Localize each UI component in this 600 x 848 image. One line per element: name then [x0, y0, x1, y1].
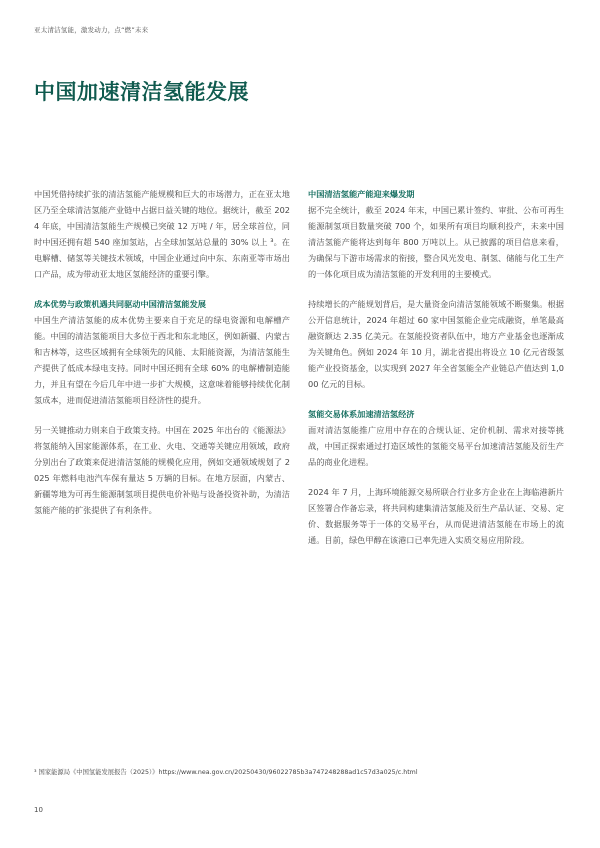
trading-paragraph: 面对清洁氢能推广应用中存在的合规认证、定价机制、需求对接等挑战，中国正探索通过打造区域性的氢能交易平台加速清洁氢能及衍生产品的商业化进程。	[308, 425, 564, 467]
shanghai-exchange-paragraph: 2024 年 7 月，上海环境能源交易所联合行业多方企业在上海临港新片区签署合作备忘录，将共同构建集清洁氢能及衍生产品认证、交易、定价、数据服务等于一体的交易平台，从而促进清洁氢能在市场上的流通。目前，绿色甲醇在该港口已率先进入实质交易应用阶段。	[308, 487, 564, 545]
section-heading-capacity: 中国清洁氢能产能迎来爆发期	[308, 189, 415, 199]
running-header: 亚太清洁氢能，激发动力，点“燃”未来	[34, 26, 149, 34]
cost-advantage-paragraph: 中国生产清洁氢能的成本优势主要来自于充足的绿电资源和电解槽产能。中国的清洁氢能项目大多位于西北和东北地区，例如新疆、内蒙古和吉林等，这些区域拥有全球领先的风能、太阳能资源，为清洁氢能生产提供了低成本绿电支持。同时中国还拥有全球 60% 的电解槽制造能力，并且有望在今后几年中进一步扩大规模，这意味着能够持续优化制氢成本，进而促进清洁氢能项目经济性的提升。	[34, 315, 290, 405]
investment-paragraph: 持续增长的产能规划背后，是大量资金向清洁氢能领域不断聚集。根据公开信息统计，2024 年超过 60 家中国氢能企业完成融资，单笔最高融资额达 2.35 亿美元。在氢能投资者队伍中，地方产业基金也逐渐成为关键角色。例如 2024 年 10 月，湖北省提出将设立 10 亿元省级氢能产业投资基金，以实现到 2027 年全省氢能全产业链总产值达到 1,000 亿元的目标。	[308, 299, 564, 389]
section-heading-cost-policy: 成本优势与政策机遇共同驱动中国清洁氢能发展	[34, 299, 206, 309]
footnote: ³ 国家能源局《中国氢能发展报告（2025）》https://www.nea.gov.cn/20250430/96022785b3a747248288ad1c57d3a025/c.html	[34, 769, 418, 776]
intro-paragraph: 中国凭借持续扩张的清洁氢能产能规模和巨大的市场潜力，正在亚太地区乃至全球清洁氢能产业链中占据日益关键的地位。据统计，截至 2024 年底，中国清洁氢能生产规模已突破 12 万吨 / 年，居全球首位，同时中国还拥有超 540 座加氢站，占全球加氢站总量的 30% 以上 ³。在电解槽、储氢等关键技术领域，中国企业通过向中东、东南亚等市场出口产品，成为带动亚太地区氢能经济的重要引擎。	[34, 189, 290, 279]
policy-support-paragraph: 另一关键推动力则来自于政策支持。中国在 2025 年出台的《能源法》将氢能纳入国家能源体系，在工业、火电、交通等关键应用领域，政府分别出台了政策来促进清洁氢能的规模化应用，例如交通领域规划了 2025 年燃料电池汽车保有量达 5 万辆的目标。在地方层面，内蒙古、新疆等地为可再生能源制氢项目提供电价补贴与设备投资补助，为清洁氢能产能的扩张提供了有利条件。	[34, 425, 290, 515]
section-heading-trading: 氢能交易体系加速清洁氢经济	[308, 409, 415, 419]
left-column	[34, 186, 290, 518]
capacity-paragraph: 据不完全统计，截至 2024 年末，中国已累计签约、审批、公布可再生能源制氢项目数量突破 700 个，如果所有项目均顺利投产，未来中国清洁氢能产能将达到每年 800 万吨以上。从已披露的项目信息来看，为确保与下游市场需求的衔接，整合风光发电、制氢、储能与化工生产的一体化项目成为清洁氢能的开发利用的主要模式。	[308, 205, 564, 279]
page-number: 10	[34, 806, 43, 814]
page-title: 中国加速清洁氢能发展	[34, 80, 249, 104]
right-column	[308, 186, 564, 548]
